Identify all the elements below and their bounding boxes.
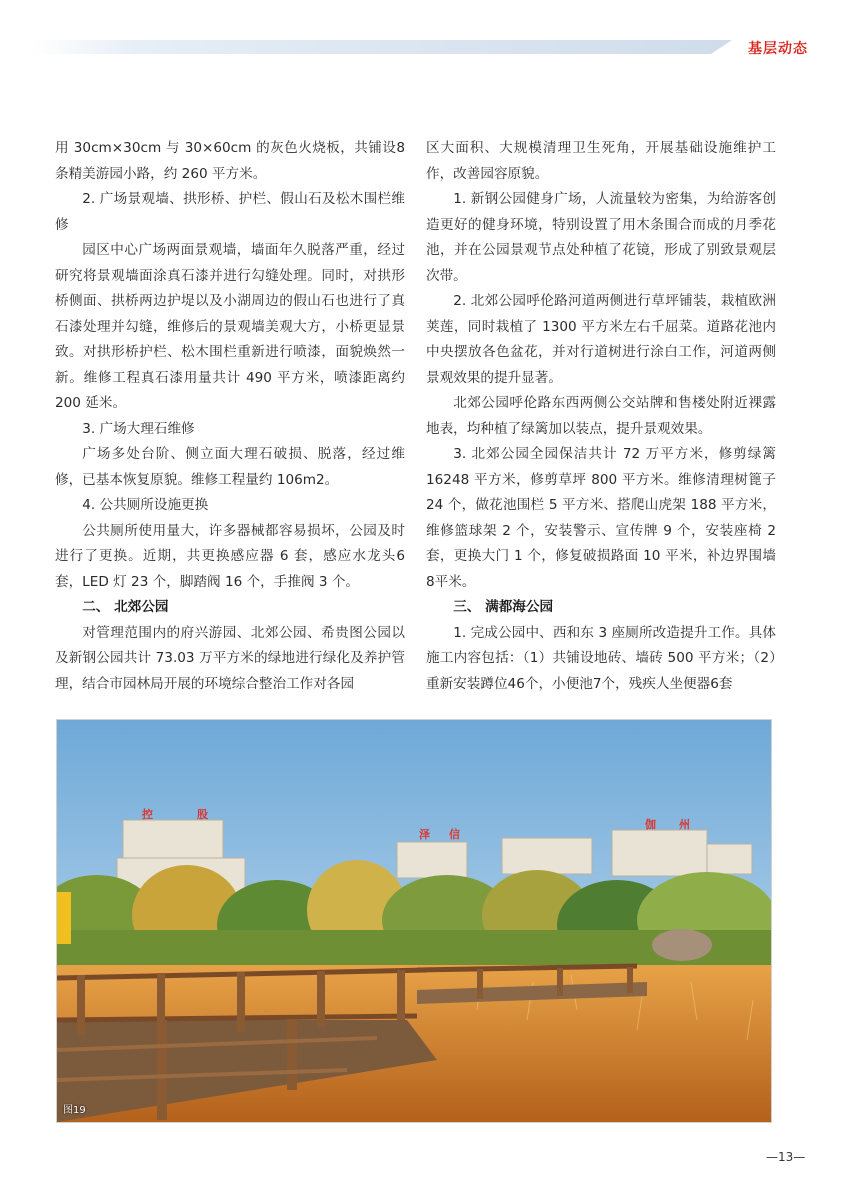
header-decoration-bar: [32, 40, 732, 54]
park-photo: [56, 719, 772, 1123]
left-column: [55, 136, 405, 697]
photo-sign-char: 股: [197, 808, 208, 821]
paragraph: 3. 广场大理石维修: [82, 420, 195, 437]
paragraph: 用 30cm×30cm 与 30×60cm 的灰色火烧板，共铺设8 条精美游园小路，约 260 平方米。: [55, 140, 405, 182]
photo-sign-char: 控: [142, 808, 153, 821]
paragraph: 4. 公共厕所设施更换: [82, 497, 209, 513]
paragraph: 区大面积、大规模清理卫生死角，开展基础设施维护工作，改善园容原貌。: [426, 140, 776, 182]
paragraph: 园区中心广场两面景观墙，墙面年久脱落严重，经过研究将景观墙面涂真石漆并进行勾缝处理。同时，对拱形桥侧面、拱桥两边护堤以及小湖周边的假山石也进行了真石漆处理并勾缝，维修后的景观墙美观大方，小桥更显景致。对拱形桥护栏、松木围栏重新进行喷漆，面貌焕然一新。维修工程真石漆用量共计 490 平方米，喷漆距离约 200 延米。: [55, 242, 405, 411]
paragraph: 1. 新钢公园健身广场，人流量较为密集，为给游客创造更好的健身环境，特别设置了用木条围合而成的月季花池，并在公园景观节点处种植了花镜，形成了别致景观层次带。: [426, 191, 776, 284]
photo-sign-char: 信: [449, 828, 460, 841]
paragraph: 对管理范围内的府兴游园、北郊公园、希贵图公园以及新钢公园共计 73.03 万平方米的绿地进行绿化及养护管理，结合市园林局开展的环境综合整治工作对各园: [55, 624, 405, 692]
section-tag: 基层动态: [748, 41, 808, 57]
right-column: [426, 136, 776, 697]
paragraph: 3. 北郊公园全园保洁共计 72 万平方米，修剪绿篱16248 平方米，修剪草坪 800 平方米。维修清理树篦子 24 个，做花池围栏 5 平方米、搭爬山虎架 188 平方米，维修篮球架 2 个，安装警示、宣传牌 9 个，安装座椅 2 套，更换大门 1 个，修复破损路面 10 平米，补边界围墙 8平米。: [426, 446, 776, 590]
section-heading: 二、 北郊公园: [82, 599, 169, 615]
photo-sign-char: 泽: [419, 828, 430, 841]
photo-sign-char: 州: [679, 818, 690, 831]
paragraph: 2. 广场景观墙、拱形桥、护栏、假山石及松木围栏维修: [55, 191, 405, 233]
paragraph: 1. 完成公园中、西和东 3 座厕所改造提升工作。具体施工内容包括：（1）共铺设地砖、墙砖 500 平方米；（2）重新安装蹲位46个，小便池7个，残疾人坐便器6套: [426, 624, 776, 692]
paragraph: 公共厕所使用量大，许多器械都容易损坏，公园及时进行了更换。近期，共更换感应器 6 套，感应水龙头6 套，LED 灯 23 个，脚踏阀 16 个，手推阀 3 个。: [55, 522, 405, 590]
section-heading: 三、 满都海公园: [453, 599, 554, 615]
paragraph: 北郊公园呼伦路东西两侧公交站牌和售楼处附近裸露地表，均种植了绿篱加以装点，提升景观效果。: [426, 395, 776, 437]
paragraph: 广场多处台阶、侧立面大理石破损、脱落，经过维修，已基本恢复原貌。维修工程量约 106m2。: [55, 446, 405, 488]
photo-caption: 图19: [63, 1105, 86, 1116]
photo-sign-char: 伽: [645, 818, 656, 831]
paragraph: 2. 北郊公园呼伦路河道两侧进行草坪铺装，栽植欧洲荚莲，同时栽植了 1300 平方米左右千屈菜。道路花池内中央摆放各色盆花，并对行道树进行涂白工作，河道两侧景观效果的提升显著。: [426, 293, 776, 386]
page-number: —13—: [766, 1150, 806, 1164]
